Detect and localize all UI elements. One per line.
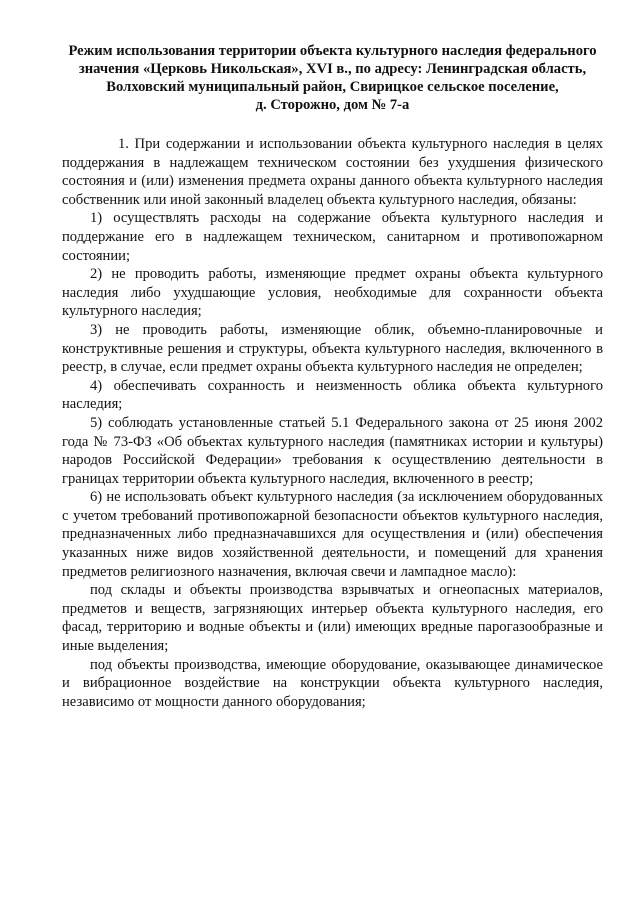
paragraph-item-5: 5) соблюдать установленные статьей 5.1 Федерального закона от 25 июня 2002 года № 73-ФЗ «Об объектах культурного наследия (памятниках истории и культуры) народов Российской Федерации» требования к осуществлению деятельности в границах территории объекта культурного наследия, включенного в реестр; xyxy=(62,414,603,487)
title-line-4: д. Сторожно, дом № 7-а xyxy=(255,97,410,113)
paragraph-item-2: 2) не проводить работы, изменяющие предмет охраны объекта культурного наследия либо ухудшающие условия, необходимые для сохранности объекта культурного наследия; xyxy=(62,266,603,320)
paragraph-item-4: 4) обеспечивать сохранность и неизменность облика объекта культурного наследия; xyxy=(62,377,603,413)
paragraph-item-3: 3) не проводить работы, изменяющие облик, объемно-планировочные и конструктивные решения и структуры, объекта культурного наследия, включенного в реестр, в случае, если предмет охраны объекта культурного наследия не определен; xyxy=(62,321,603,376)
document-page xyxy=(62,42,603,711)
title-line-2: значения «Церковь Никольская», XVI в., по адресу: Ленинградская область, xyxy=(78,61,587,77)
title-line-3: Волховский муниципальный район, Свирицкое сельское поселение, xyxy=(106,79,559,95)
title-line-1: Режим использования территории объекта культурного наследия федерального xyxy=(68,43,597,59)
paragraph-subitem-warehouses: под склады и объекты производства взрывчатых и огнеопасных материалов, предметов и веществ, загрязняющих интерьер объекта культурного наследия, его фасад, территорию и водные объекты и (или) имеющих вредные парогазообразные и иные выделения; xyxy=(62,582,603,655)
paragraph-item-1: 1) осуществлять расходы на содержание объекта культурного наследия и поддержание его в надлежащем техническом, санитарном и противопожарном состоянии; xyxy=(62,210,603,264)
paragraph-item-6: 6) не использовать объект культурного наследия (за исключением оборудованных с учетом требований противопожарной безопасности объектов культурного наследия, предназначенных либо предназначавшихся для осуществления и (или) обеспечения указанных ниже видов хозяйственной деятельности, и помещений для хранения предметов религиозного назначения, включая свечи и лампадное масло): xyxy=(62,489,603,580)
paragraph-1: 1. При содержании и использовании объекта культурного наследия в целях поддержания в надлежащем техническом состоянии без ухудшения физического состояния и (или) изменения предмета охраны данного объекта культурного наследия собственник или иной законный владелец объекта культурного наследия, обязаны: xyxy=(62,136,603,208)
document-title xyxy=(62,42,603,114)
document-body xyxy=(62,135,603,711)
paragraph-subitem-production: под объекты производства, имеющие оборудование, оказывающее динамическое и вибрационное воздействие на конструкции объекта культурного наследия, независимо от мощности данного оборудования; xyxy=(62,656,603,710)
